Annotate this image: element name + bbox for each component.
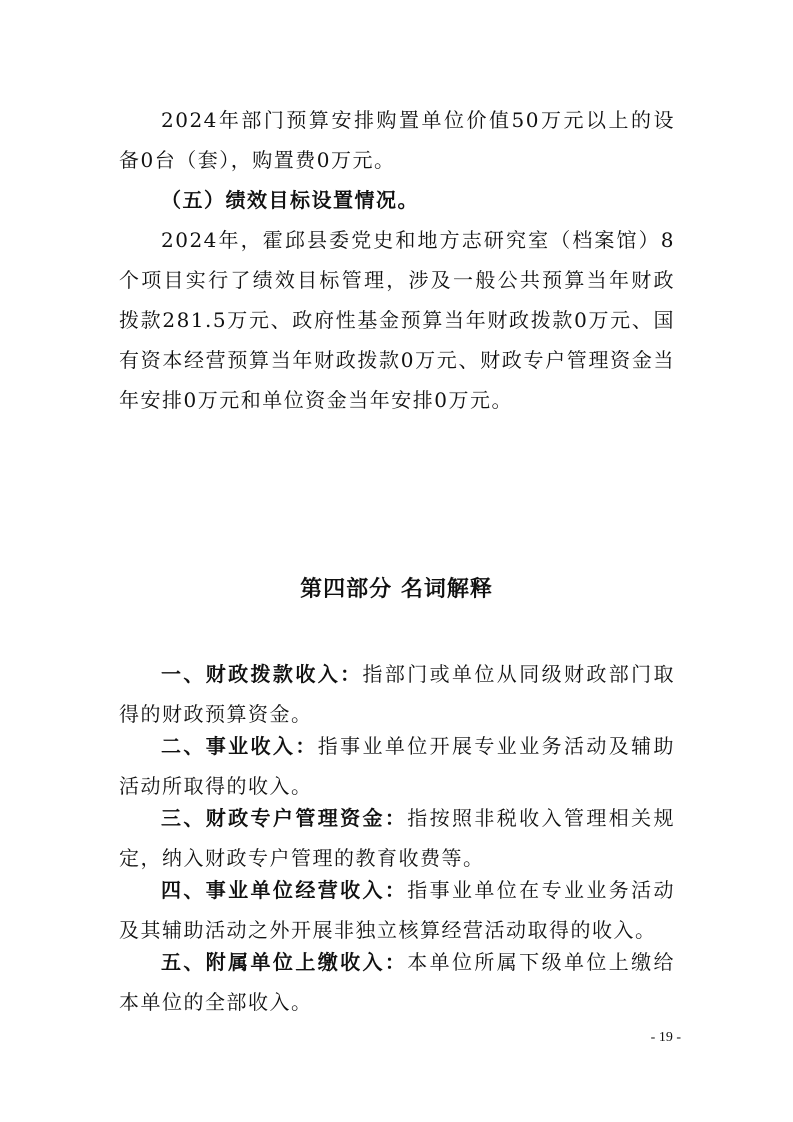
definition-term: 四、事业单位经营收入：	[161, 878, 408, 902]
performance-paragraph: 2024年，霍邱县委党史和地方志研究室（档案馆）8个项目实行了绩效目标管理，涉及一般公共预算当年财政拨款281.5万元、政府性基金预算当年财政拨款0万元、国有资本经营预算当年财政拨款0万元、财政专户管理资金当年安排0万元和单位资金当年安排0万元。	[119, 228, 675, 412]
definition-paragraph	[119, 798, 675, 878]
definition-paragraph	[119, 942, 675, 1022]
definition-paragraph	[119, 726, 675, 806]
equipment-paragraph: 2024年部门预算安排购置单位价值50万元以上的设备0台（套），购置费0万元。	[119, 108, 675, 172]
definition-paragraph	[119, 654, 675, 734]
performance-heading: （五）绩效目标设置情况。	[161, 188, 419, 212]
section-title: 第四部分 名词解释	[300, 577, 493, 602]
definition-text: 指部门或单位从同级财政部门取得的财政预算资金。	[119, 662, 676, 726]
definition-term: 二、事业收入：	[161, 734, 318, 758]
definition-term: 一、财政拨款收入：	[161, 662, 363, 686]
definition-text: 指事业单位在专业业务活动及其辅助活动之外开展非独立核算经营活动取得的收入。	[119, 878, 675, 942]
definition-term: 三、财政专户管理资金：	[161, 806, 408, 830]
definition-text: 指事业单位开展专业业务活动及辅助活动所取得的收入。	[119, 734, 676, 798]
definition-paragraph	[119, 870, 675, 950]
definition-text: 指按照非税收入管理相关规定，纳入财政专户管理的教育收费等。	[119, 806, 675, 870]
definition-term: 五、附属单位上缴收入：	[161, 950, 408, 974]
definition-text: 本单位所属下级单位上缴给本单位的全部收入。	[119, 950, 675, 1014]
page-number: - 19 -	[650, 1030, 681, 1045]
